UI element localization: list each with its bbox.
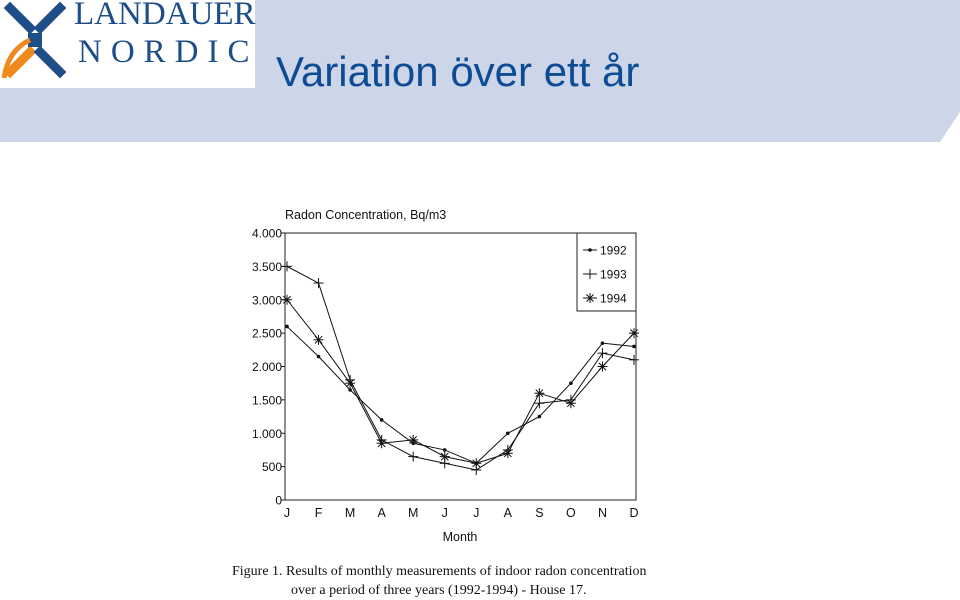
x-tick-label: A [503,506,512,520]
data-point-1994 [345,378,355,388]
data-point-1992 [317,355,321,359]
legend-label: 1992 [600,243,627,258]
x-tick-label: J [441,506,448,520]
figure-caption [232,562,702,600]
logo-text-bottom: NORDIC [78,34,259,70]
chart-title: Radon Concentration, Bq/m3 [285,208,447,222]
data-point-1994 [377,438,387,448]
data-point-1992 [348,388,352,392]
data-point-1994 [471,458,481,468]
header-band [0,0,960,142]
x-tick-label: S [535,506,544,520]
x-axis [284,506,639,520]
data-point-1992 [443,448,447,452]
x-tick-label: O [566,506,576,520]
y-tick-label: 1.000 [251,426,282,441]
data-point-1994 [566,398,576,408]
legend-marker-1992 [588,248,592,252]
legend-label: 1994 [600,291,627,306]
data-point-1993 [282,261,292,271]
x-tick-label: A [377,506,386,520]
y-tick-label: 0 [275,493,282,508]
data-point-1994 [408,435,418,445]
y-axis [252,227,285,508]
data-point-1992 [506,431,510,435]
data-point-1994 [440,452,450,462]
x-tick-label: J [473,506,480,520]
x-tick-label: M [407,506,419,520]
y-tick-label: 4.000 [251,226,282,241]
y-tick-label: 3.000 [251,293,282,308]
x-tick-label: N [597,506,607,520]
data-point-1992 [601,341,605,345]
data-point-1994 [597,362,607,372]
data-point-1993 [314,278,324,288]
data-point-1992 [569,381,573,385]
logo-text-top: LANDAUER [74,0,256,32]
caption-line-1: Figure 1. Results of monthly measurements of indoor radon concentration [232,564,647,579]
x-tick-label: D [629,506,639,520]
data-point-1994 [314,335,324,345]
data-point-1993 [408,452,418,462]
legend [577,233,636,311]
data-point-1994 [282,295,292,305]
data-point-1994 [503,448,513,458]
y-tick-label: 1.500 [251,393,282,408]
radon-line-chart [228,196,658,546]
data-point-1993 [597,348,607,358]
x-axis-label: Month [442,530,478,544]
series-1992 [285,325,636,465]
y-tick-label: 3.500 [251,259,282,274]
data-point-1992 [285,325,289,329]
y-tick-label: 2.000 [251,360,282,374]
caption-line-2: over a period of three years (1992-1994) - House 17. [291,583,587,598]
legend-marker-1994 [585,293,595,303]
series-line-1994 [287,300,634,464]
x-tick-label: F [314,506,323,520]
data-point-1992 [538,415,542,419]
data-point-1992 [632,345,636,349]
data-point-1993 [629,355,639,365]
company-logo [0,0,259,88]
series-1994 [282,295,639,469]
logo-mark-icon [0,0,70,80]
x-tick-label: J [283,506,291,520]
y-tick-label: 2.500 [251,326,282,341]
x-tick-label: M [344,506,356,520]
data-point-1994 [534,388,544,398]
y-tick-label: 500 [261,460,282,475]
page-title: Variation över ett år [276,48,640,95]
legend-label: 1993 [600,267,627,282]
data-point-1994 [629,328,639,338]
data-point-1992 [380,418,384,422]
